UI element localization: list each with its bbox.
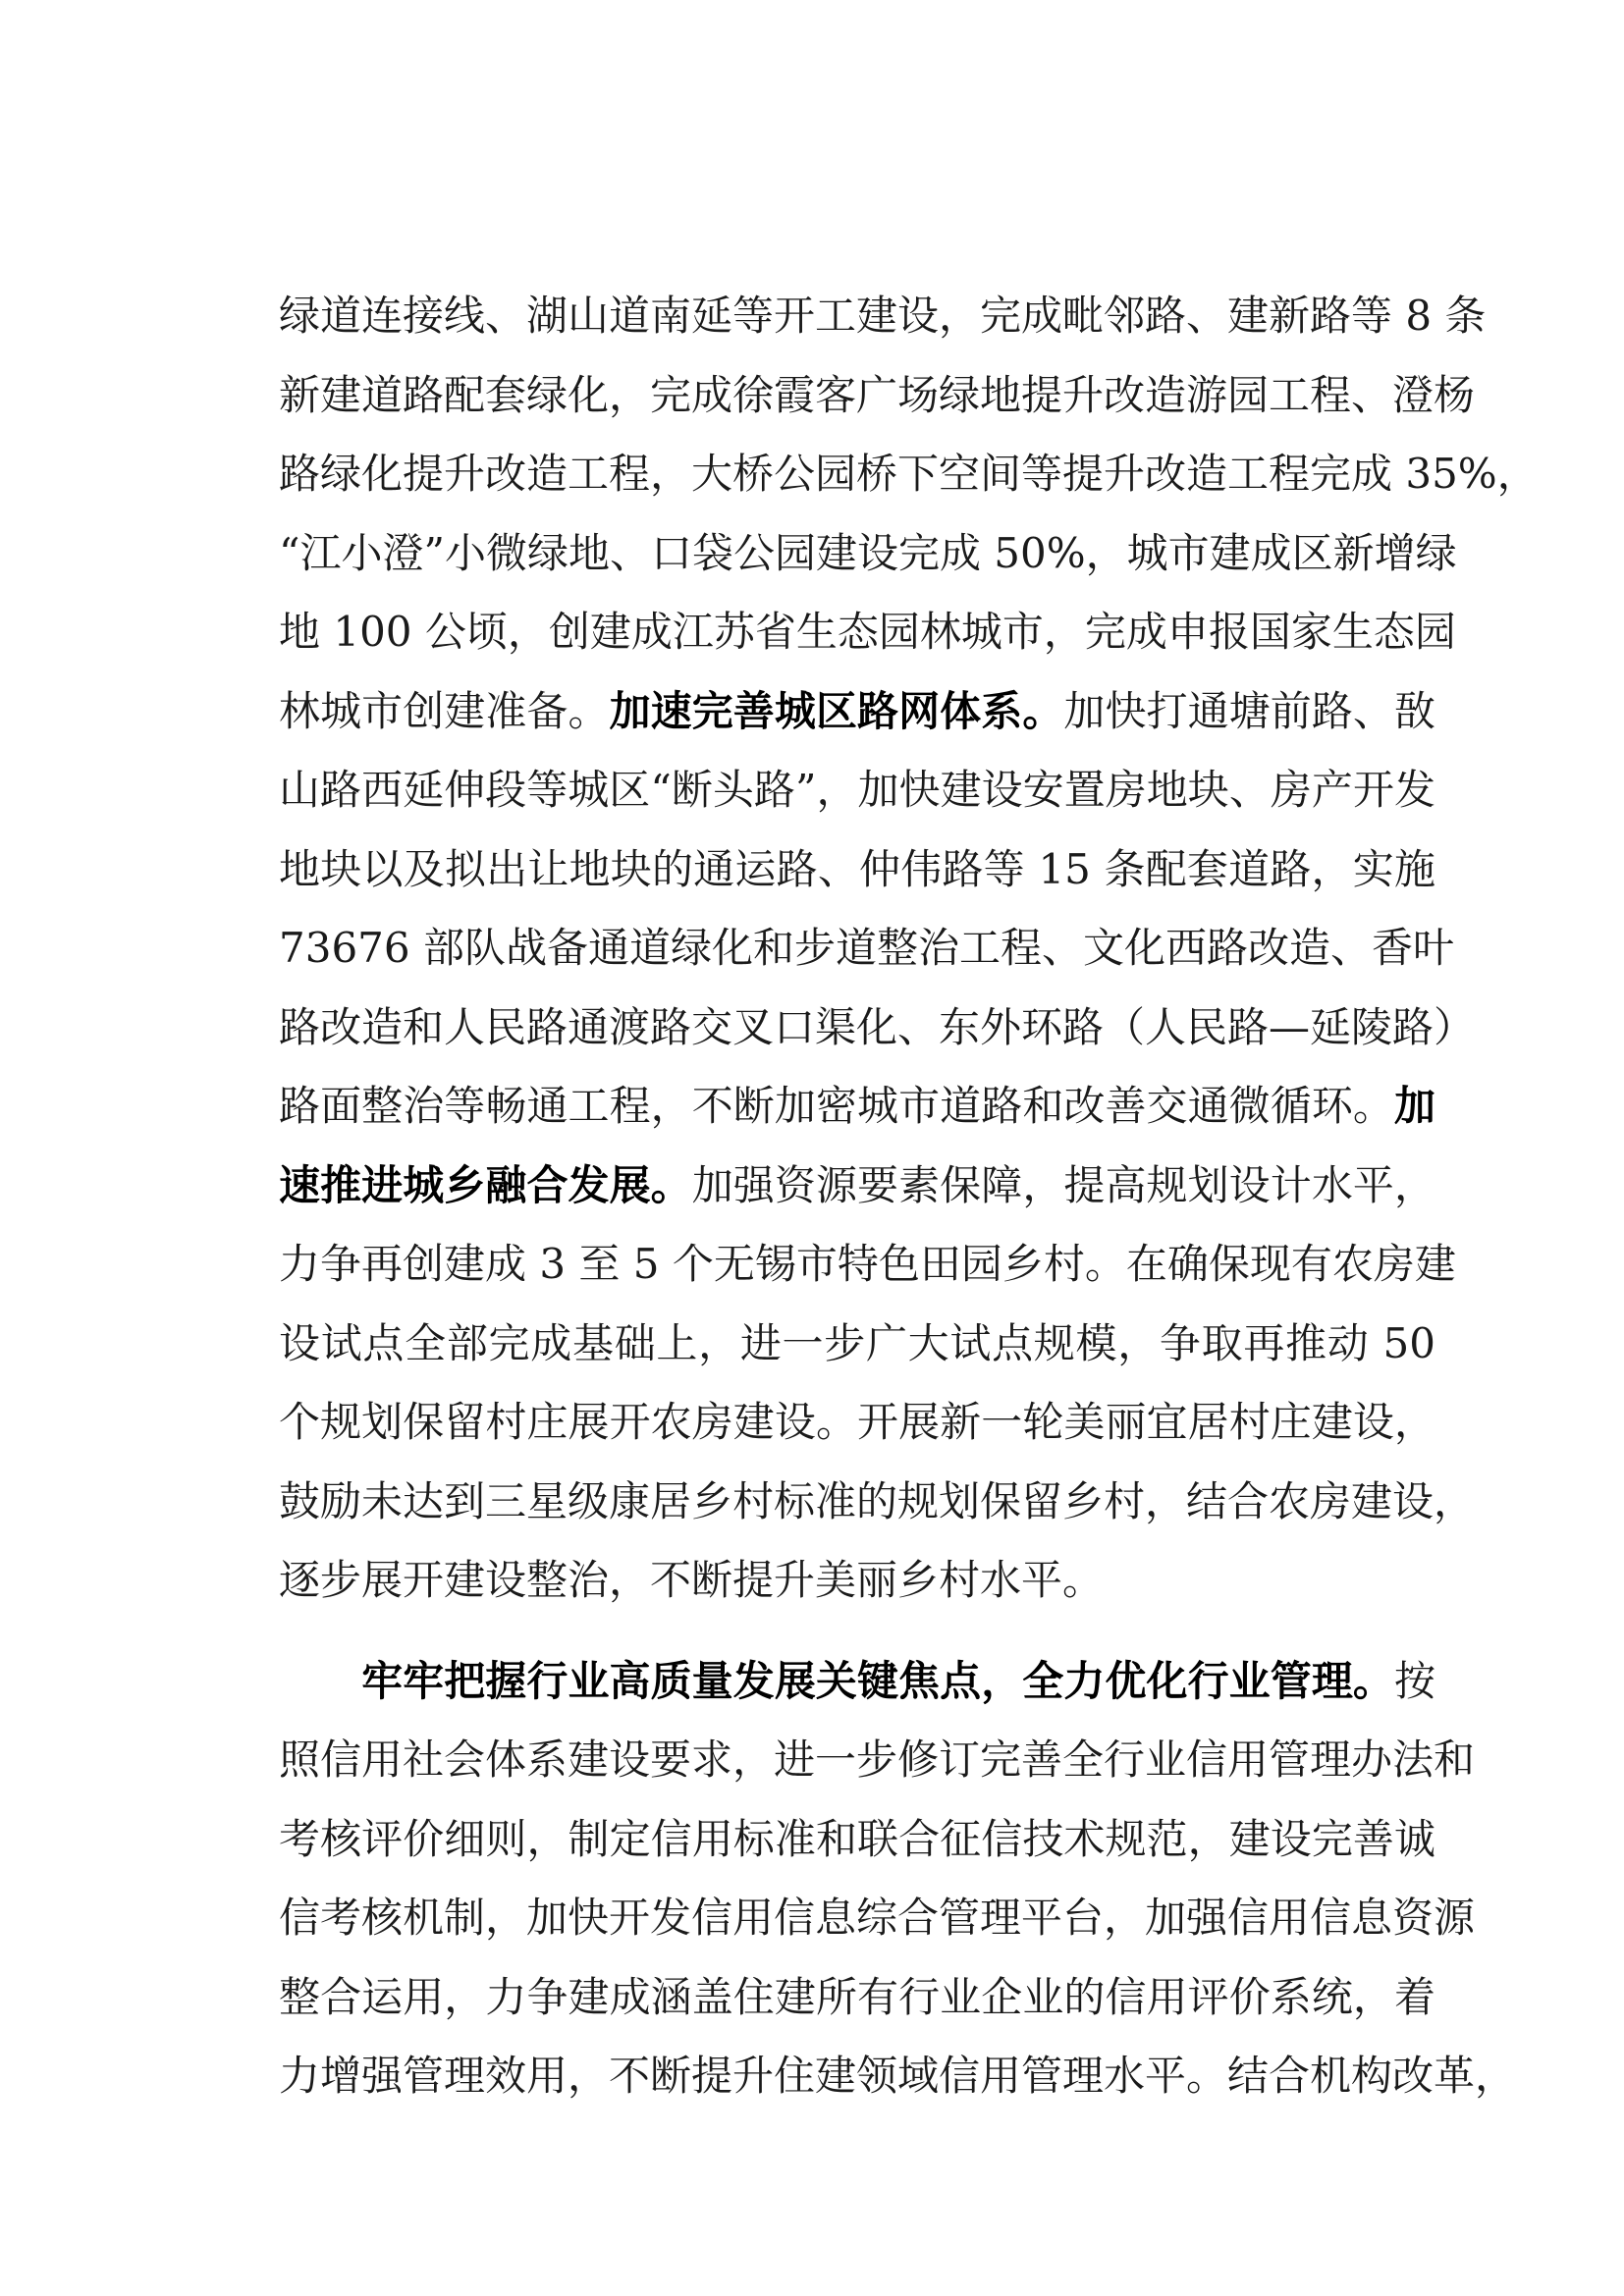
text-line: 力增强管理效用，不断提升住建领域信用管理水平。结合机构改革， <box>279 2052 1517 2100</box>
text-line <box>279 1067 1435 1147</box>
plain-text: 按 <box>1393 1656 1435 1705</box>
text-line: 照信用社会体系建设要求，进一步修订完善全行业信用管理办法和 <box>279 1735 1476 1784</box>
plain-text: 加快打通塘前路、敔 <box>1063 686 1435 735</box>
text-line: 山路西延伸段等城区“断头路”，加快建设安置房地块、房产开发 <box>279 766 1435 814</box>
text-line: 力争再创建成 3 至 5 个无锡市特色田园乡村。在确保现有农房建 <box>279 1240 1456 1288</box>
text-line: 考核评价细则，制定信用标准和联合征信技术规范，建设完善诚 <box>279 1814 1435 1863</box>
text-line: 绿道连接线、湖山道南延等开工建设，完成毗邻路、建新路等 8 条 <box>279 292 1487 340</box>
text-line: 新建道路配套绿化，完成徐霞客广场绿地提升改造游园工程、澄杨 <box>279 370 1476 419</box>
text-line: 信考核机制，加快开发信用信息综合管理平台，加强信用信息资源 <box>279 1894 1476 1942</box>
text-line: 路绿化提升改造工程，大桥公园桥下空间等提升改造工程完成 35%， <box>279 450 1539 498</box>
text-line <box>279 1147 1435 1226</box>
text-line: 设试点全部完成基础上，进一步广大试点规模，争取再推动 50 <box>279 1318 1435 1367</box>
text-line: 地 100 公顷，创建成江苏省生态园林城市，完成申报国家生态园 <box>279 608 1456 656</box>
text-line: 整合运用，力争建成涵盖住建所有行业企业的信用评价系统，着 <box>279 1972 1435 2021</box>
text-line: 地块以及拟出让地块的通运路、仲伟路等 15 条配套道路，实施 <box>279 844 1435 893</box>
plain-text: 路面整治等畅通工程，不断加密城市道路和改善交通微循环。 <box>279 1082 1394 1130</box>
text-line: 路改造和人民路通渡路交叉口渠化、东外环路（人民路—延陵路） <box>279 1002 1476 1051</box>
text-line: 鼓励未达到三星级康居乡村标准的规划保留乡村，结合农房建设， <box>279 1476 1476 1525</box>
text-line: 73676 部队战备通道绿化和步道整治工程、文化西路改造、香叶 <box>279 924 1454 972</box>
plain-text: 林城市创建准备。 <box>279 686 610 735</box>
text-line <box>279 1642 1435 1722</box>
bold-heading-urban-rural: 速推进城乡融合发展。 <box>279 1160 692 1209</box>
bold-heading-urban-rural-start: 加 <box>1393 1082 1435 1130</box>
body-text <box>279 277 1539 2116</box>
text-line: “江小澄”小微绿地、口袋公园建设完成 50%，城市建成区新增绿 <box>279 528 1457 577</box>
text-line: 个规划保留村庄展开农房建设。开展新一轮美丽宜居村庄建设， <box>279 1398 1435 1446</box>
text-line: 逐步展开建设整治，不断提升美丽乡村水平。 <box>279 1556 1105 1604</box>
bold-heading-road-network: 加速完善城区路网体系。 <box>609 686 1064 735</box>
plain-text: 加强资源要素保障，提高规划设计水平， <box>691 1160 1435 1209</box>
text-line <box>279 672 1435 752</box>
bold-heading-industry-management: 牢牢把握行业高质量发展关键焦点，全力优化行业管理。 <box>361 1656 1394 1705</box>
